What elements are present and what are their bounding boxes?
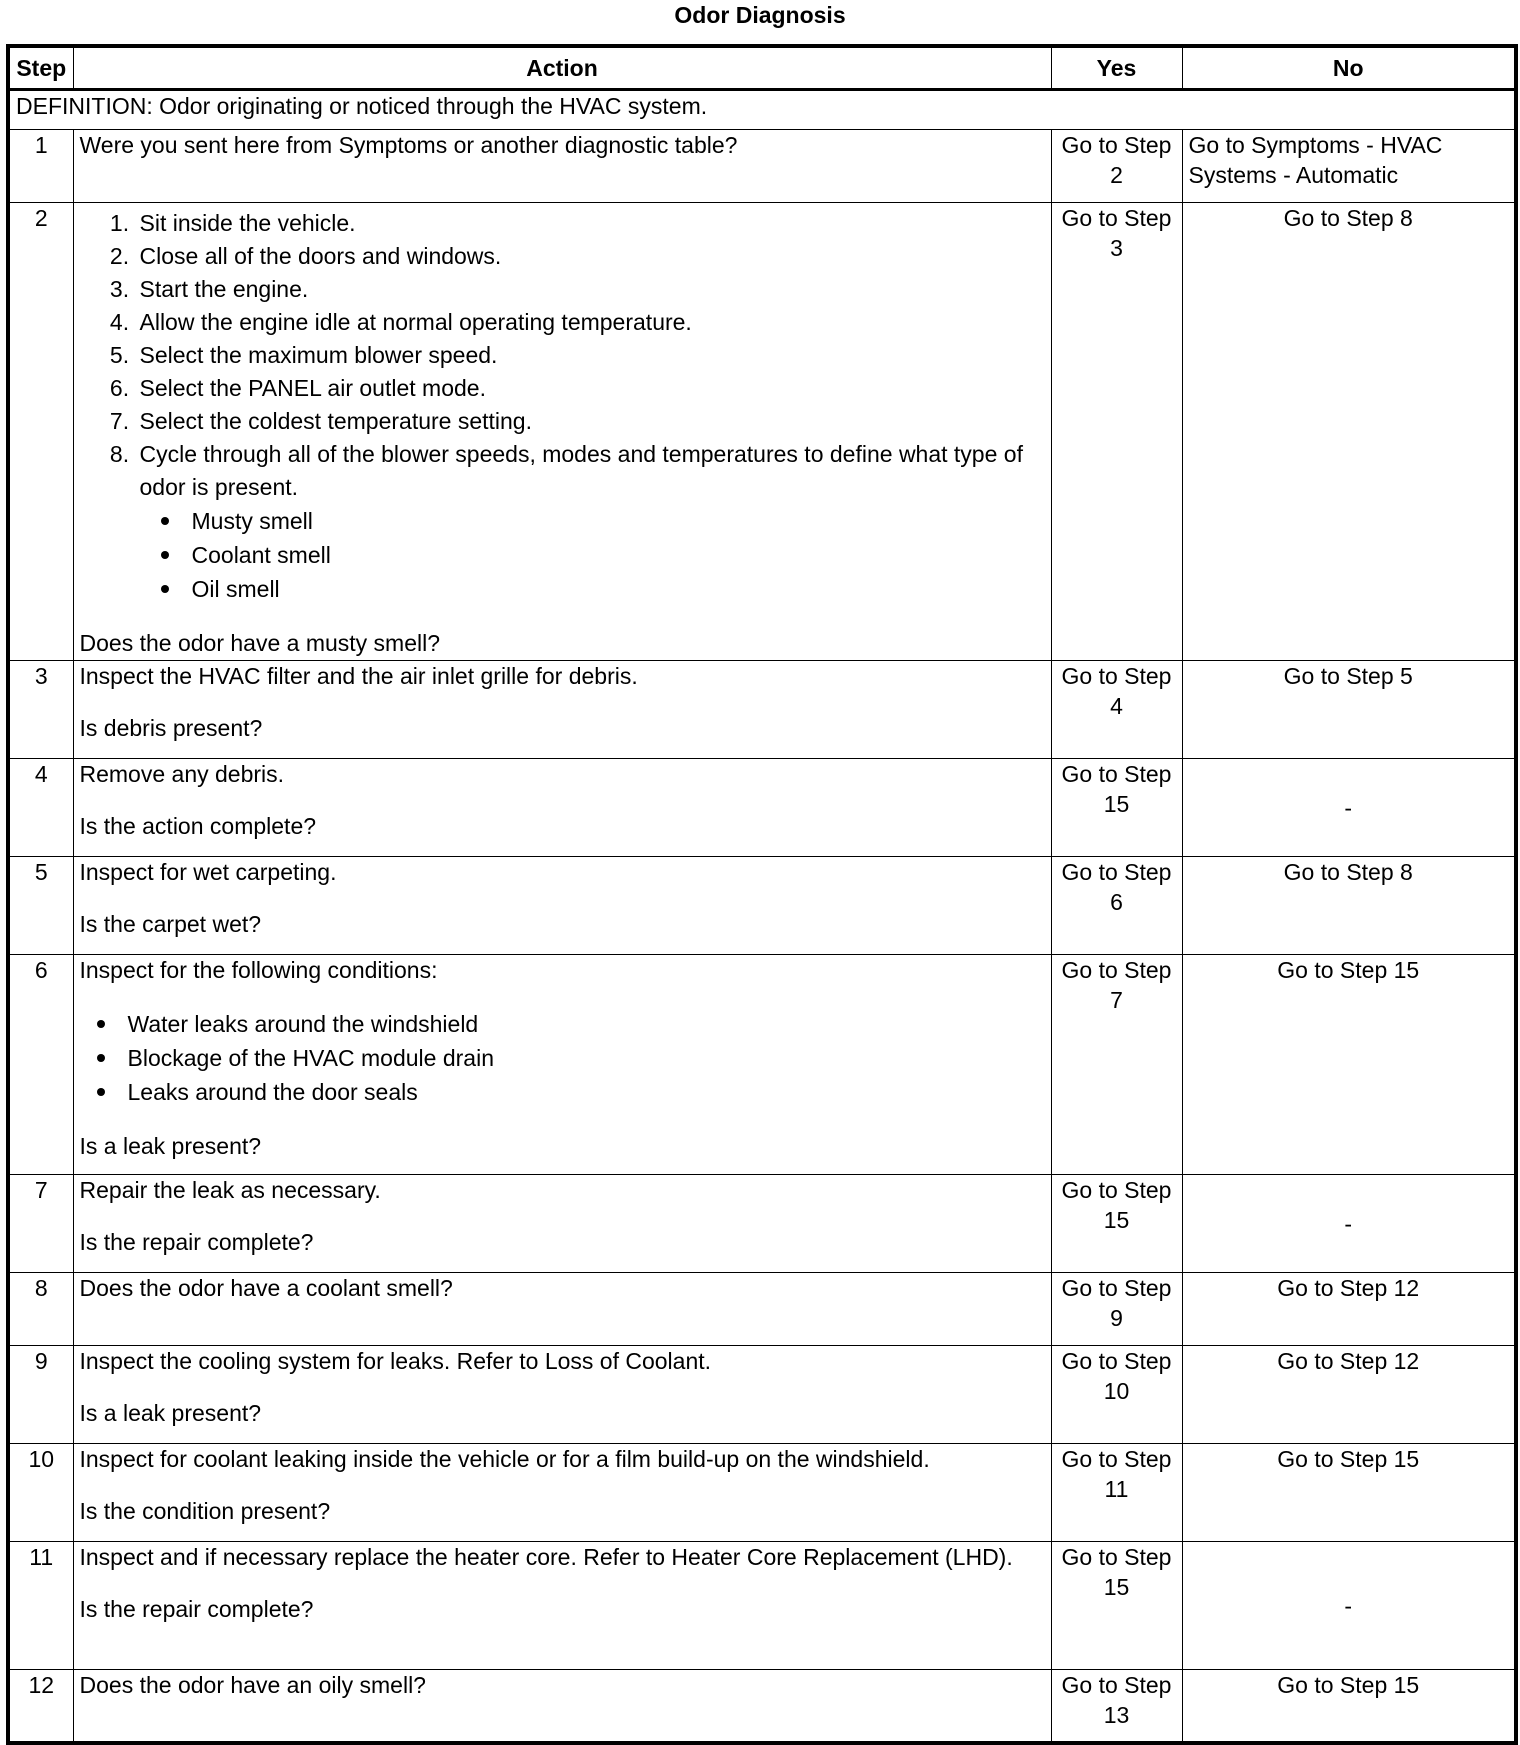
- action-cell: [73, 1175, 1051, 1273]
- table-row: [8, 955, 1516, 1175]
- diagnostic-table: [6, 44, 1518, 1745]
- procedure-list: [80, 207, 1045, 606]
- action-cell: [73, 1346, 1051, 1444]
- header-row: [8, 46, 1516, 90]
- definition-text: DEFINITION: Odor originating or noticed through the HVAC system.: [8, 90, 1516, 130]
- action-cell: [73, 955, 1051, 1175]
- no-value: -: [1182, 759, 1516, 857]
- question-text: Is the action complete?: [79, 813, 317, 839]
- table-row: [8, 1346, 1516, 1444]
- question-text: Is the carpet wet?: [79, 911, 262, 937]
- step-number: 2: [8, 203, 73, 661]
- action-text: Inspect for the following conditions:: [79, 957, 438, 983]
- yes-link[interactable]: Go to Step 15: [1051, 759, 1182, 857]
- action-text: Does the odor have an oily smell?: [73, 1670, 1051, 1743]
- conditions-list: [80, 1007, 1045, 1109]
- no-value: -: [1182, 1175, 1516, 1273]
- bullet-item: • Musty smell: [184, 504, 1045, 538]
- table-row: [8, 130, 1516, 203]
- action-text: Inspect the cooling system for leaks. Refer to Loss of Coolant.: [79, 1348, 712, 1374]
- yes-link[interactable]: Go to Step 15: [1051, 1542, 1182, 1670]
- procedure-step: 5. Select the maximum blower speed.: [136, 339, 1045, 372]
- yes-link[interactable]: Go to Step 11: [1051, 1444, 1182, 1542]
- action-text: Inspect and if necessary replace the heater core. Refer to Heater Core Replacement (LHD).: [79, 1544, 1013, 1570]
- no-link[interactable]: Go to Step 12: [1182, 1346, 1516, 1444]
- yes-link[interactable]: Go to Step 7: [1051, 955, 1182, 1175]
- action-cell: [73, 203, 1051, 661]
- bullet-item: • Oil smell: [184, 572, 1045, 606]
- step-number: 6: [8, 955, 73, 1175]
- step-number: 8: [8, 1273, 73, 1346]
- definition-row: [8, 90, 1516, 130]
- action-text: Repair the leak as necessary.: [79, 1177, 381, 1203]
- procedure-step: 3. Start the engine.: [136, 273, 1045, 306]
- question-text: Does the odor have a musty smell?: [79, 630, 441, 656]
- no-link[interactable]: Go to Step 5: [1182, 661, 1516, 759]
- table-row: [8, 203, 1516, 661]
- step-number: 4: [8, 759, 73, 857]
- no-link[interactable]: Go to Step 12: [1182, 1273, 1516, 1346]
- header-yes: Yes: [1051, 46, 1182, 90]
- yes-link[interactable]: Go to Step 15: [1051, 1175, 1182, 1273]
- header-no: No: [1182, 46, 1516, 90]
- no-link[interactable]: Go to Step 8: [1182, 203, 1516, 661]
- page-title: Odor Diagnosis: [674, 2, 846, 28]
- bullet-item: • Coolant smell: [184, 538, 1045, 572]
- no-link[interactable]: Go to Step 8: [1182, 857, 1516, 955]
- table-row: [8, 661, 1516, 759]
- question-text: Is a leak present?: [79, 1133, 262, 1159]
- action-text: Remove any debris.: [79, 761, 285, 787]
- action-cell: [73, 857, 1051, 955]
- table-row: [8, 1273, 1516, 1346]
- odor-type-list: [140, 504, 1045, 606]
- action-text: Were you sent here from Symptoms or another diagnostic table?: [73, 130, 1051, 203]
- step-number: 11: [8, 1542, 73, 1670]
- action-cell: [73, 759, 1051, 857]
- question-text: Is the repair complete?: [79, 1596, 314, 1622]
- no-link[interactable]: Go to Step 15: [1182, 955, 1516, 1175]
- step-number: 3: [8, 661, 73, 759]
- no-link[interactable]: Go to Step 15: [1182, 1670, 1516, 1743]
- procedure-step: [136, 438, 1045, 606]
- header-action: Action: [73, 46, 1051, 90]
- table-row: [8, 1542, 1516, 1670]
- action-cell: [73, 1542, 1051, 1670]
- question-text: Is the repair complete?: [79, 1229, 314, 1255]
- step-number: 7: [8, 1175, 73, 1273]
- no-link[interactable]: Go to Step 15: [1182, 1444, 1516, 1542]
- yes-link[interactable]: Go to Step 9: [1051, 1273, 1182, 1346]
- table-row: [8, 1670, 1516, 1743]
- step-number: 10: [8, 1444, 73, 1542]
- step-number: 1: [8, 130, 73, 203]
- procedure-step: 6. Select the PANEL air outlet mode.: [136, 372, 1045, 405]
- action-text: Inspect for wet carpeting.: [79, 859, 337, 885]
- step-number: 9: [8, 1346, 73, 1444]
- action-cell: [73, 661, 1051, 759]
- yes-link[interactable]: Go to Step 6: [1051, 857, 1182, 955]
- yes-link[interactable]: Go to Step 13: [1051, 1670, 1182, 1743]
- table-row: [8, 1444, 1516, 1542]
- no-value: -: [1182, 1542, 1516, 1670]
- yes-link[interactable]: Go to Step 10: [1051, 1346, 1182, 1444]
- bullet-item: • Blockage of the HVAC module drain: [120, 1041, 1045, 1075]
- question-text: Is a leak present?: [79, 1400, 262, 1426]
- header-step: Step: [8, 46, 73, 90]
- procedure-step-text: Cycle through all of the blower speeds, modes and temperatures to define what type of odor is present.: [139, 441, 1023, 500]
- question-text: Is the condition present?: [79, 1498, 331, 1524]
- no-link[interactable]: Go to Symptoms - HVAC Systems - Automatic: [1182, 130, 1516, 203]
- yes-link[interactable]: Go to Step 3: [1051, 203, 1182, 661]
- action-cell: [73, 1444, 1051, 1542]
- question-text: Is debris present?: [79, 715, 263, 741]
- procedure-step: 1. Sit inside the vehicle.: [136, 207, 1045, 240]
- yes-link[interactable]: Go to Step 4: [1051, 661, 1182, 759]
- bullet-item: • Leaks around the door seals: [120, 1075, 1045, 1109]
- step-number: 12: [8, 1670, 73, 1743]
- table-row: [8, 1175, 1516, 1273]
- action-text: Inspect for coolant leaking inside the vehicle or for a film build-up on the windshield.: [79, 1446, 930, 1472]
- table-row: [8, 857, 1516, 955]
- procedure-step: 4. Allow the engine idle at normal operating temperature.: [136, 306, 1045, 339]
- procedure-step: 7. Select the coldest temperature setting.: [136, 405, 1045, 438]
- action-text: Does the odor have a coolant smell?: [73, 1273, 1051, 1346]
- bullet-item: • Water leaks around the windshield: [120, 1007, 1045, 1041]
- procedure-step: 2. Close all of the doors and windows.: [136, 240, 1045, 273]
- action-text: Inspect the HVAC filter and the air inlet grille for debris.: [79, 663, 638, 689]
- yes-link[interactable]: Go to Step 2: [1051, 130, 1182, 203]
- step-number: 5: [8, 857, 73, 955]
- table-row: [8, 759, 1516, 857]
